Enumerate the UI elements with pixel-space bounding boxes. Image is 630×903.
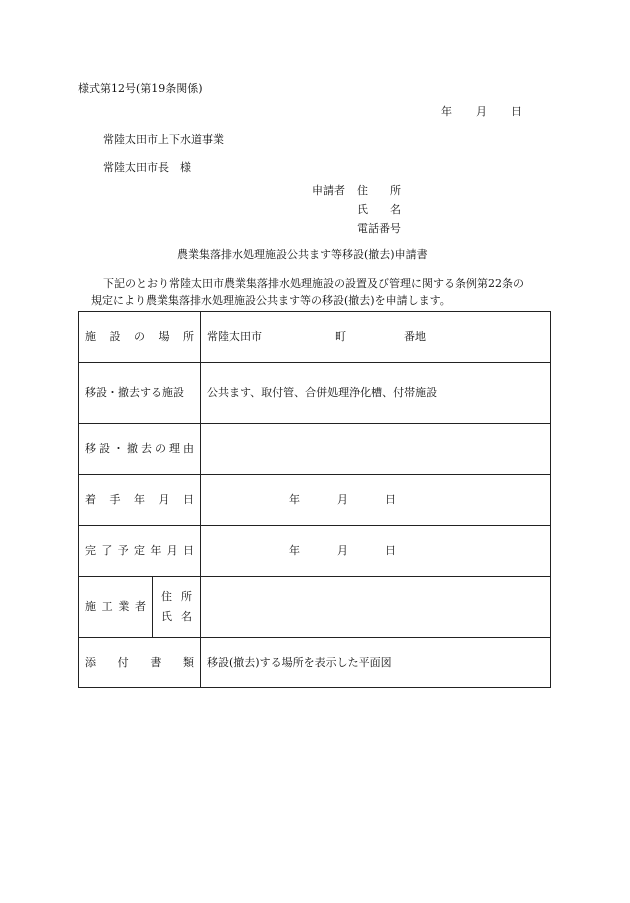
row-start-date (79, 475, 551, 526)
contractor-label: 施 工 業 者 (79, 577, 153, 638)
row-location (79, 312, 551, 363)
location-town: 町 (335, 330, 346, 343)
row-contractor (79, 577, 551, 638)
form-number: 様式第12号(第19条関係) (78, 82, 203, 95)
date-day: 日 (511, 105, 522, 118)
row-end-date (79, 526, 551, 577)
date-month: 月 (476, 105, 487, 118)
start-date-day: 日 (385, 493, 396, 506)
contractor-name-label: 氏 名 (161, 610, 192, 623)
location-city: 常陸太田市 (207, 330, 262, 344)
contractor-sub-labels (153, 577, 201, 638)
application-table (78, 311, 551, 688)
location-value[interactable] (201, 312, 551, 363)
attachments-label: 添 付 書 類 (79, 638, 201, 688)
start-date-value[interactable] (201, 475, 551, 526)
addressee-line2: 常陸太田市長 様 (103, 161, 191, 174)
start-date-month: 月 (337, 493, 348, 506)
date-year: 年 (441, 105, 452, 118)
applicant-address-label: 住 所 (357, 184, 401, 197)
row-facilities (79, 363, 551, 424)
start-date-label: 着 手 年 月 日 (79, 475, 201, 526)
end-date-year: 年 (289, 544, 300, 557)
start-date-year: 年 (289, 493, 300, 506)
applicant-name-label: 氏 名 (357, 203, 401, 216)
attachments-value[interactable]: 移設(撤去)する場所を表示した平面図 (201, 638, 551, 688)
applicant-prefix: 申請者 (312, 184, 345, 197)
intro-line1: 下記のとおり常陸太田市農業集落排水処理施設の設置及び管理に関する条例第22条の (103, 277, 524, 290)
intro-line2: 規定により農業集落排水処理施設公共ます等の移設(撤去)を申請します。 (91, 294, 451, 307)
document-title: 農業集落排水処理施設公共ます等移設(撤去)申請書 (177, 248, 428, 261)
location-lot: 番地 (404, 330, 426, 343)
addressee-line1: 常陸太田市上下水道事業 (103, 133, 224, 146)
end-date-value[interactable] (201, 526, 551, 577)
end-date-label: 完 了 予 定 年 月 日 (79, 526, 201, 577)
facilities-value[interactable]: 公共ます、取付管、合併処理浄化槽、付帯施設 (201, 363, 551, 424)
applicant-phone-label: 電話番号 (357, 222, 401, 235)
row-attachments (79, 638, 551, 688)
location-label: 施 設 の 場 所 (79, 312, 201, 363)
facilities-label: 移設・撤去する施設 (79, 363, 201, 424)
reason-label: 移 設 ・ 撤 去 の 理 由 (79, 424, 201, 475)
end-date-day: 日 (385, 544, 396, 557)
contractor-value[interactable] (201, 577, 551, 638)
end-date-month: 月 (337, 544, 348, 557)
row-reason (79, 424, 551, 475)
reason-value[interactable] (201, 424, 551, 475)
contractor-address-label: 住 所 (161, 590, 192, 603)
